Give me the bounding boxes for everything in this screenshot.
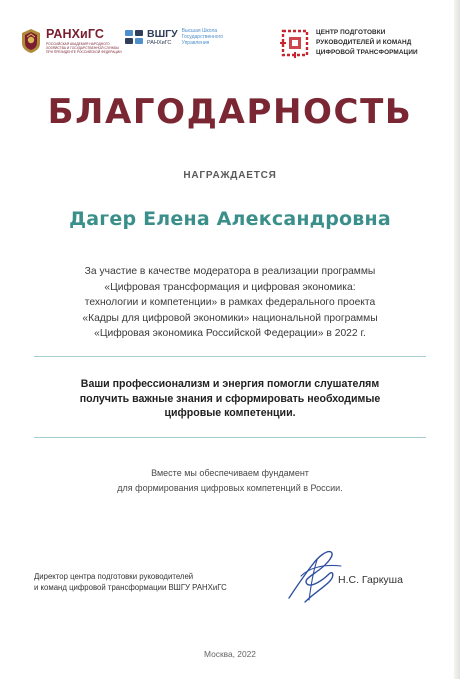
- body-line: «Кадры для цифровой экономики» национальной программы: [82, 312, 378, 324]
- highlight-message: [30, 377, 430, 421]
- vshgu-sub: РАНХиГС: [147, 39, 172, 46]
- body-line: «Цифровая трансформация и цифровая экономика:: [104, 281, 356, 293]
- ranepa-logo: [20, 28, 124, 54]
- support-line: Вместе мы обеспечиваем фундамент: [151, 468, 309, 478]
- divider-bottom: [34, 437, 426, 438]
- center-name-line-1: ЦЕНТР ПОДГОТОВКИ: [316, 29, 386, 36]
- body-line: За участие в качестве модератора в реализации программы: [84, 266, 376, 277]
- highlight-line: цифровые компетенции.: [164, 407, 296, 420]
- highlight-line: Ваши профессионализм и энергия помогли слушателям: [80, 378, 380, 390]
- ranepa-emblem-icon: [20, 28, 42, 54]
- support-message: [30, 466, 430, 495]
- place-date: Москва, 2022: [204, 649, 256, 659]
- ranepa-subtitle: РОССИЙСКАЯ АКАДЕМИЯ НАРОДНОГО ХОЗЯЙСТВА И ГОСУДАРСТВЕННОЙ СЛУЖБЫ ПРИ ПРЕЗИДЕНТЕ РОССИЙСКОЙ ФЕДЕРАЦИИ: [46, 42, 122, 54]
- support-line: для формирования цифровых компетенций в России.: [117, 482, 343, 493]
- director-line: Директор центра подготовки руководителей: [34, 572, 194, 581]
- highlight-line: получить важные знания и сформировать необходимые: [79, 392, 381, 405]
- vshgu-mark-icon: [124, 28, 144, 46]
- vshgu-logo: [124, 28, 236, 46]
- certificate-body: [36, 264, 424, 342]
- awarded-label: НАГРАЖДАЕТСЯ: [183, 170, 277, 181]
- center-name-line-3: ЦИФРОВОЙ ТРАНСФОРМАЦИИ: [316, 49, 418, 56]
- body-line: «Цифровая экономика Российской Федерации» в 2022 г.: [94, 328, 366, 340]
- director-line: и команд цифровой трансформации ВШГУ РАНХиГС: [34, 583, 227, 593]
- body-line: технологии и компетенции» в рамках федерального проекта: [84, 297, 376, 309]
- signer-name: Н.С. Гаркуша: [338, 574, 403, 586]
- divider-top: [34, 356, 426, 357]
- ranepa-name: РАНХиГС: [46, 27, 104, 41]
- center-logo: [280, 28, 418, 58]
- director-title: [34, 571, 227, 594]
- recipient-name: Дагер Елена Александровна: [69, 208, 391, 230]
- center-name-line-2: РУКОВОДИТЕЛЕЙ И КОМАНД: [316, 39, 412, 46]
- vshgu-description: Высшая Школа Государственного Управления: [181, 28, 224, 46]
- certificate-title: БЛАГОДАРНОСТЬ: [47, 92, 413, 132]
- signature-image: [283, 546, 345, 606]
- vshgu-name: ВШГУ: [147, 27, 178, 40]
- center-mark-icon: [280, 28, 310, 58]
